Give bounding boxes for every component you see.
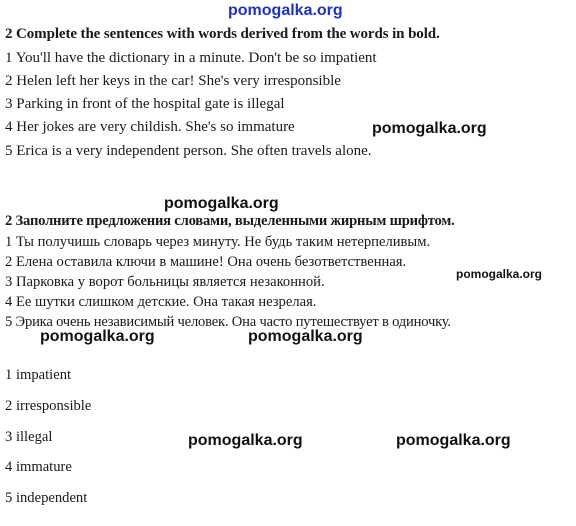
watermark: pomogalka.org: [164, 195, 279, 212]
watermark-top: pomogalka.org: [228, 2, 343, 19]
russian-heading: 2 Заполните предложения словами, выделенными жирным шрифтом.: [5, 213, 455, 229]
answer-1: 1 impatient: [5, 367, 72, 383]
russian-sentence-2: 2 Елена оставила ключи в машине! Она очень безответственная.: [5, 254, 407, 270]
english-sentence-5: 5 Erica is a very independent person. She often travels alone.: [5, 143, 372, 159]
english-sentence-3: 3 Parking in front of the hospital gate is illegal: [5, 96, 285, 112]
russian-sentence-5: 5 Эрика очень независимый человек. Она часто путешествует в одиночку.: [5, 314, 451, 330]
watermark: pomogalka.org: [188, 432, 303, 449]
watermark: pomogalka.org: [372, 120, 487, 137]
answer-5: 5 independent: [5, 490, 88, 506]
russian-sentence-1: 1 Ты получишь словарь через минуту. Не будь таким нетерпеливым.: [5, 234, 431, 250]
watermark: pomogalka.org: [456, 267, 543, 281]
russian-sentence-3: 3 Парковка у ворот больницы является незаконной.: [5, 274, 325, 290]
answer-3: 3 illegal: [5, 429, 53, 445]
english-sentence-1: 1 You'll have the dictionary in a minute. Don't be so impatient: [5, 50, 377, 66]
answer-4: 4 immature: [5, 459, 72, 475]
watermark: pomogalka.org: [248, 328, 363, 345]
english-sentence-2: 2 Helen left her keys in the car! She's very irresponsible: [5, 73, 341, 89]
answer-2: 2 irresponsible: [5, 398, 92, 414]
watermark: pomogalka.org: [40, 328, 155, 345]
russian-sentence-4: 4 Ее шутки слишком детские. Она такая незрелая.: [5, 294, 317, 310]
watermark: pomogalka.org: [396, 432, 511, 449]
english-sentence-4: 4 Her jokes are very childish. She's so immature: [5, 119, 295, 135]
english-heading: 2 Complete the sentences with words derived from the words in bold.: [5, 26, 440, 42]
